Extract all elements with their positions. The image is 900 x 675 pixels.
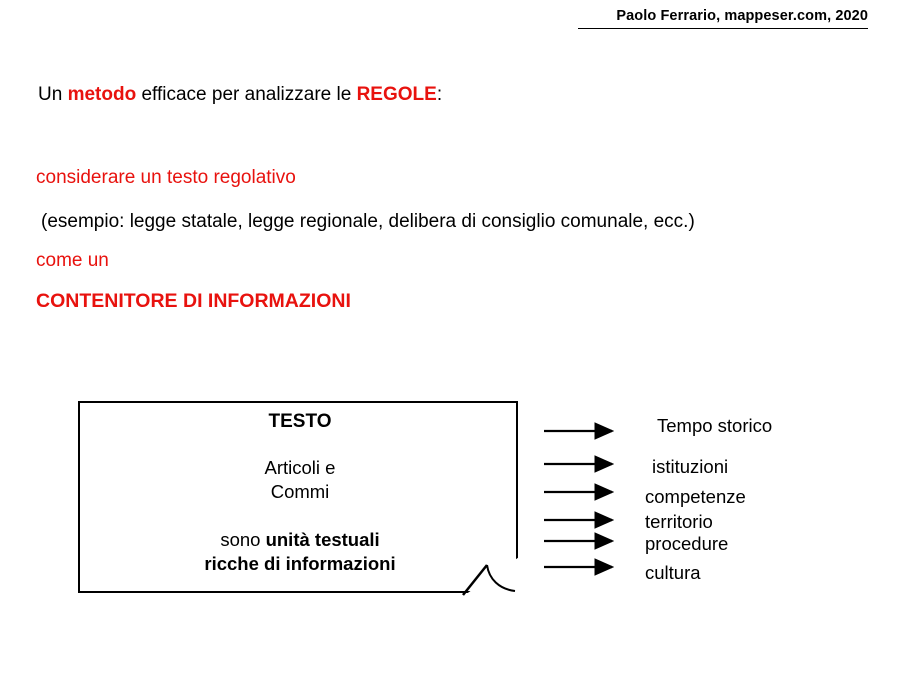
- document-subtitle-line-1: Articoli e: [264, 457, 336, 478]
- text-contenitore: CONTENITORE DI INFORMAZIONI: [36, 290, 351, 312]
- output-label-2: competenze: [645, 486, 746, 507]
- document-emphasis-plain: sono: [220, 529, 266, 550]
- credit-text: Paolo Ferrario, mappeser.com, 2020: [616, 8, 868, 24]
- output-label-4: procedure: [645, 533, 729, 554]
- headline-method: [38, 84, 442, 106]
- headline-part-3: efficace per analizzare le: [136, 84, 357, 105]
- headline-metodo: metodo: [67, 84, 137, 105]
- document-title: TESTO: [268, 411, 332, 432]
- headline-part-1: Un: [38, 84, 68, 105]
- headline-regole: REGOLE: [356, 84, 437, 105]
- output-label-1: istituzioni: [652, 456, 729, 477]
- text-come-un: come un: [36, 250, 109, 271]
- document-emphasis-bold-2: ricche di informazioni: [204, 553, 396, 575]
- credit-underline: [578, 28, 868, 29]
- output-label-0: Tempo storico: [657, 415, 773, 436]
- arrow-group: [540, 400, 640, 600]
- headline-part-5: :: [436, 84, 443, 105]
- output-label-5: cultura: [645, 562, 701, 583]
- page-fold-icon: [455, 551, 527, 601]
- document-emphasis: [80, 528, 520, 576]
- text-esempio: (esempio: legge statale, legge regionale, delibera di consiglio comunale, ecc.): [41, 211, 695, 232]
- document-subtitle-line-2: Commi: [270, 480, 330, 502]
- document-shape: [78, 401, 518, 593]
- credit-block: [578, 8, 868, 29]
- text-considerare: considerare un testo regolativo: [36, 167, 296, 188]
- document-subtitle: [80, 456, 520, 503]
- output-label-group: [643, 400, 900, 600]
- document-emphasis-bold-1: unità testuali: [265, 529, 380, 550]
- output-label-3: territorio: [645, 511, 713, 532]
